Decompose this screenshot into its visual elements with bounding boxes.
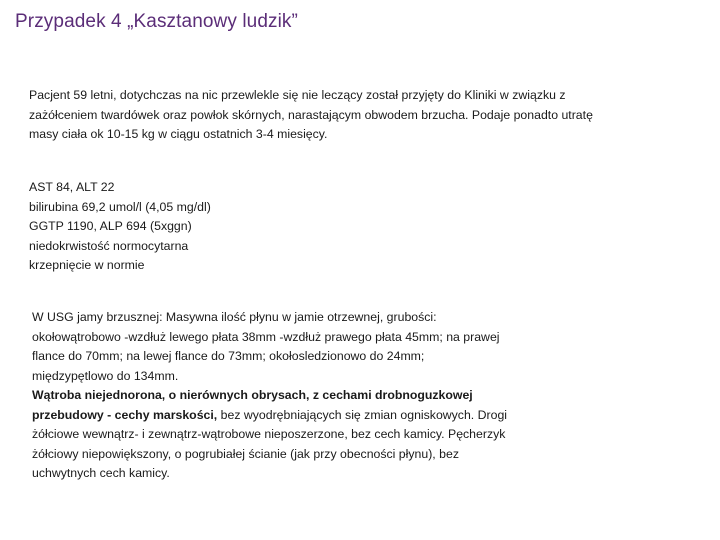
history-line: Pacjent 59 letni, dotychczas na nic przewlekle się nie leczący został przyjęty do Kliniki w związku z bbox=[29, 88, 566, 102]
history-line: zażółceniem twardówek oraz powłok skórnych, narastającym obwodem brzucha. Podaje ponadto utratę bbox=[29, 107, 593, 122]
usg-line: W USG jamy brzusznej: Masywna ilość płynu w jamie otrzewnej, grubości: bbox=[32, 310, 437, 324]
ultrasound-report bbox=[32, 308, 612, 484]
usg-line: żółciowy niepowiększony, o pogrubiałej ścianie (jak przy obecności płynu), bez bbox=[32, 446, 459, 461]
lab-result-transaminases: AST 84, ALT 22 bbox=[29, 180, 115, 194]
lab-results-list bbox=[29, 178, 429, 276]
history-line: masy ciała ok 10-15 kg w ciągu ostatnich 3-4 miesięcy. bbox=[29, 127, 328, 141]
lab-result-coagulation: krzepnięcie w normie bbox=[29, 258, 145, 272]
lab-result-anemia: niedokrwistość normocytarna bbox=[29, 238, 189, 253]
usg-line: uchwytnych cech kamicy. bbox=[32, 466, 170, 480]
usg-line: okołowątrobowo -wzdłuż lewego płata 38mm -wzdłuż prawego płata 45mm; na prawej bbox=[32, 329, 500, 344]
usg-line-liver-bold: Wątroba niejednorona, o nierównych obrysach, z cechami drobnoguzkowej bbox=[32, 388, 473, 402]
usg-line: żółciowe wewnątrz- i zewnątrz-wątrobowe nieposzerzone, bez cech kamicy. Pęcherzyk bbox=[32, 427, 506, 441]
lab-result-bilirubin: bilirubina 69,2 umol/l (4,05 mg/dl) bbox=[29, 199, 211, 214]
lab-result-ggtp-alp: GGTP 1190, ALP 694 (5xggn) bbox=[29, 219, 192, 233]
usg-line: międzypętlowo do 134mm. bbox=[32, 368, 179, 383]
usg-cirrhosis-rest: bez wyodrębniających się zmian ogniskowych. Drogi bbox=[217, 407, 508, 422]
usg-line: flance do 70mm; na lewej flance do 73mm; okołosledzionowo do 24mm; bbox=[32, 349, 425, 363]
usg-line-cirrhosis bbox=[32, 406, 612, 426]
patient-history-paragraph bbox=[29, 86, 719, 145]
usg-cirrhosis-bold: przebudowy - cechy marskości, bbox=[32, 407, 218, 422]
slide-title: Przypadek 4 „Kasztanowy ludzik” bbox=[15, 11, 298, 32]
